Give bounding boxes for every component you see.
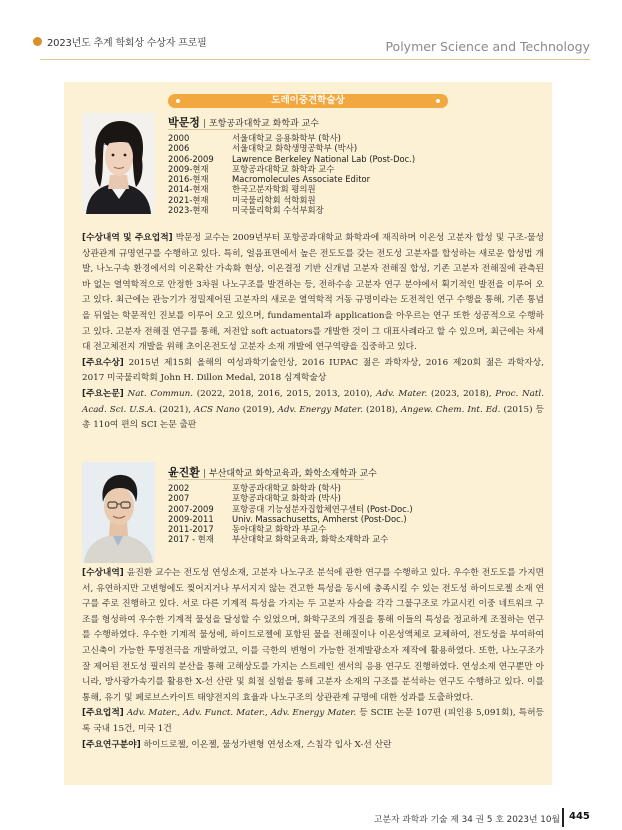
profile2-body (82, 566, 544, 753)
career-year: 2006 (168, 143, 190, 154)
journal-name: Adv. Mater., Adv. Funct. Mater., Adv. Energy Mater. (126, 708, 357, 719)
section-label: [수상내역] (82, 568, 124, 578)
name-underline (168, 479, 364, 480)
career-year: 2017 - 현재 (168, 534, 214, 545)
profile1-body (82, 231, 544, 434)
paper-years: (2018), (362, 404, 401, 415)
career-year: 2009-현재 (168, 163, 209, 174)
portrait-woman-image (82, 113, 155, 214)
page-footer (0, 808, 622, 828)
career-row (168, 504, 413, 514)
career-year: 2006-2009 (168, 153, 214, 164)
paper-years: (2021), (156, 404, 195, 415)
career-year: 2011-2017 (168, 524, 214, 535)
paragraph-text: 등 SCIE 논문 107편 (피인용 5,091회), 특허등록 국내 15건, 미국 1건 (82, 708, 544, 734)
profile2-achievements (82, 566, 544, 706)
profile-photo-park (82, 113, 155, 214)
header-divider (40, 59, 590, 60)
career-desc: 포항공대 기능성분자집합체연구센터 (Post-Doc.) (232, 503, 413, 514)
paper-years: (2019), (239, 404, 278, 415)
paper-years: (2015) 등 총 110여 편의 SCI 논문 출판 (82, 404, 544, 431)
page-number: 445 (569, 811, 590, 822)
banner-dot-icon (436, 99, 440, 103)
paragraph-text: 하이드로젤, 이온젤, 물성가변형 연성소재, 스침각 입사 X-선 산란 (140, 739, 392, 750)
profile-photo-yoon (82, 462, 155, 563)
career-year: 2014-현재 (168, 184, 209, 195)
journal-name: Adv. Energy Mater. (277, 404, 363, 415)
career-desc: 포항공과대학교 화학과 교수 (232, 163, 335, 174)
career-row (168, 534, 413, 544)
paragraph-text: 박문정 교수는 2009년부터 포항공과대학교 화학과에 재직하며 이온성 고분자 합성 및 구조-물성 상관관계 규명연구를 수행하고 있다. 특히, 얼음표면에서 높은 전도도를 갖는 전도성 고분자를 합성하는 새로운 합성법 개발, 나노구속 환경에서의 이온확산 가속화 현상, 이온결정 기반 신개념 고분자 전해질 합성, 기존 고분자 전해질에 관측된 바 없는 열역학적으로 안정한 3차원 나노구조를 발견하는 등, 전하수송 고분자 연구 분야에서 획기적인 발전을 이루어 오고 있다. 최근에는 관능기가 정밀제어된 고분자의 새로운 열역학적 거동 규명이라는 도전적인 연구 수행을 통해, 기존 통념을 뒤엎는 학문적인 진보를 이루어 오고 있으며, fundamental과 application을 아우르는 연구 또한 성공적으로 수행하고 있다. 고분자 전해질 연구를 통해, 저전압 soft actuators를 개발한 것이 그 대표사례라고 할 수 있으며, 최근에는 차세대 전고체전지 개발을 위해 초이온전도성 고분자 소재 개발에 연구역량을 집중하고 있다. (82, 233, 544, 353)
profile2-name-line (168, 464, 377, 480)
header-bullet-icon (33, 37, 42, 46)
profile1-awards (82, 356, 544, 387)
journal-name: Nat. Commun. (127, 388, 194, 399)
paper-years: (2022, 2018, 2016, 2015, 2013, 2010), (193, 388, 377, 399)
name-underline (168, 129, 306, 130)
journal-issue-info: 고분자 과학과 기술 제 34 권 5 호 2023년 10월 (373, 815, 560, 825)
career-row (168, 184, 415, 194)
career-desc: 포항공과대학교 화학과 (박사) (232, 493, 341, 504)
profile1-career (168, 133, 415, 215)
profile1-papers (82, 387, 544, 434)
career-year: 2007 (168, 493, 190, 504)
career-year: 2021-현재 (168, 194, 209, 205)
award-panel (64, 82, 552, 785)
career-year: 2023-현재 (168, 205, 209, 216)
career-year: 2002 (168, 483, 190, 493)
paragraph-text: 윤진환 교수는 전도성 연성소재, 고분자 나노구조 분석에 관한 연구를 수행하고 있다. 우수한 전도도를 가지면서, 유연하지만 고변형에도 찢어지거나 부서지지 않는 견고한 특성을 동시에 충족시킬 수 있는 전도성 하이드로젤 소재 연구를 주로 진행하고 있다. 서로 다른 기계적 특성을 가지는 두 고분자 사슬을 각각 그물구조로 가교시킨 이중 네트워크 구조를 형성하여 우수한 기계적 물성을 달성할 수 있었으며, 화학구조의 개질을 통해 이들의 특성을 정교하게 조절하는 연구를 수행하였다. 우수한 기계적 물성에, 하이드로젤에 포함된 물을 전해질이나 이온성액체로 교체하여, 전도성을 부여하여 고신축이 가능한 투명전극을 개발하였고, 이를 극한의 변형이 가능한 전계발광소자 제작에 활용하였다. 또한, 나노구조가 잘 제어된 전도성 필러의 분산을 통해 고해상도를 가지는 스트레인 센서의 응용 연구도 진행하였다. 연성소재 연구뿐만 아니라, 방사광가속기를 활용한 X-선 산란 및 회절 실험을 통해 고분자 소재의 구조를 분석하는 연구도 수행하고 있다. 이를 통해, 유기 및 페로브스카이트 태양전지의 효율과 나노구조의 상관관계 규명에 대한 성과를 도출하였다. (82, 568, 544, 703)
journal-running-title: Polymer Science and Technology (385, 39, 590, 54)
career-desc: 부산대학교 화학교육과, 화학소재학과 교수 (232, 534, 389, 545)
career-desc: Macromolecules Associate Editor (232, 174, 371, 185)
footer-divider (562, 808, 564, 827)
section-label: [주요업적] (82, 708, 124, 719)
section-label: [수상내역 및 주요업적] (82, 233, 173, 243)
career-year: 2009-2011 (168, 513, 214, 524)
profile1-name-line (168, 114, 319, 130)
section-label: [주요논문] (82, 388, 124, 399)
profile2-career (168, 483, 413, 545)
career-row (168, 493, 413, 503)
career-year: 2016-현재 (168, 174, 209, 185)
career-row (168, 195, 415, 205)
career-row (168, 133, 415, 143)
career-desc: 포항공과대학교 화학과 (학사) (232, 483, 341, 493)
section-label: [주요수상] (82, 357, 124, 368)
section-label: [주요연구분야] (82, 739, 141, 750)
career-year: 2000 (168, 133, 190, 143)
paper-years: (2023, 2018), (427, 388, 496, 399)
career-desc: 서울대학교 응용화학부 (학사) (232, 133, 341, 143)
journal-name: Proc. Natl. Acad. Sci. U.S.A. (82, 388, 544, 415)
name-separator: | (202, 469, 206, 479)
journal-name: Angew. Chem. Int. Ed. (400, 404, 501, 415)
career-desc: 서울대학교 화학생명공학부 (박사) (232, 143, 358, 154)
profile2-fields (82, 738, 544, 754)
page-header (0, 0, 622, 60)
career-desc: 한국고분자학회 평의원 (232, 184, 316, 195)
career-desc: 미국물리학회 석학회원 (232, 194, 316, 205)
career-row (168, 524, 413, 534)
career-desc: Lawrence Berkeley National Lab (Post-Doc.) (232, 153, 416, 164)
career-row (168, 143, 415, 153)
name-separator: | (202, 119, 206, 129)
career-desc: 동아대학교 화학과 부교수 (232, 524, 327, 535)
career-row (168, 205, 415, 215)
paragraph-text: 2015년 제15회 올해의 여성과학기술인상, 2016 IUPAC 젊은 과학자상, 2016 제20회 젊은 과학자상, 2017 미국물리학회 John H. Dillon Medal, 2018 심계학술상 (82, 357, 544, 384)
profile2-works (82, 706, 544, 737)
career-row (168, 483, 413, 493)
profile2-affiliation: 부산대학교 화학교육과, 화학소재학과 교수 (208, 469, 377, 479)
portrait-man-image (82, 462, 155, 563)
journal-name: ACS Nano (194, 404, 240, 415)
career-row (168, 164, 415, 174)
career-row (168, 174, 415, 184)
journal-name: Adv. Mater. (376, 388, 428, 399)
career-desc: Univ. Massachusetts, Amherst (Post-Doc.) (232, 513, 407, 524)
career-year: 2007-2009 (168, 503, 214, 514)
profile1-name: 박문정 (168, 116, 200, 129)
profile1-achievements (82, 231, 544, 356)
section-title: 2023년도 추계 학회상 수상자 프로필 (47, 38, 207, 49)
profile2-name: 윤진환 (168, 466, 200, 479)
career-desc: 미국물리학회 수석부회장 (232, 205, 324, 216)
award-title: 도레이중견학술상 (271, 95, 345, 106)
profile1-affiliation: 포항공과대학교 화학과 교수 (208, 119, 319, 129)
career-row (168, 514, 413, 524)
award-banner (168, 94, 448, 108)
career-row (168, 154, 415, 164)
